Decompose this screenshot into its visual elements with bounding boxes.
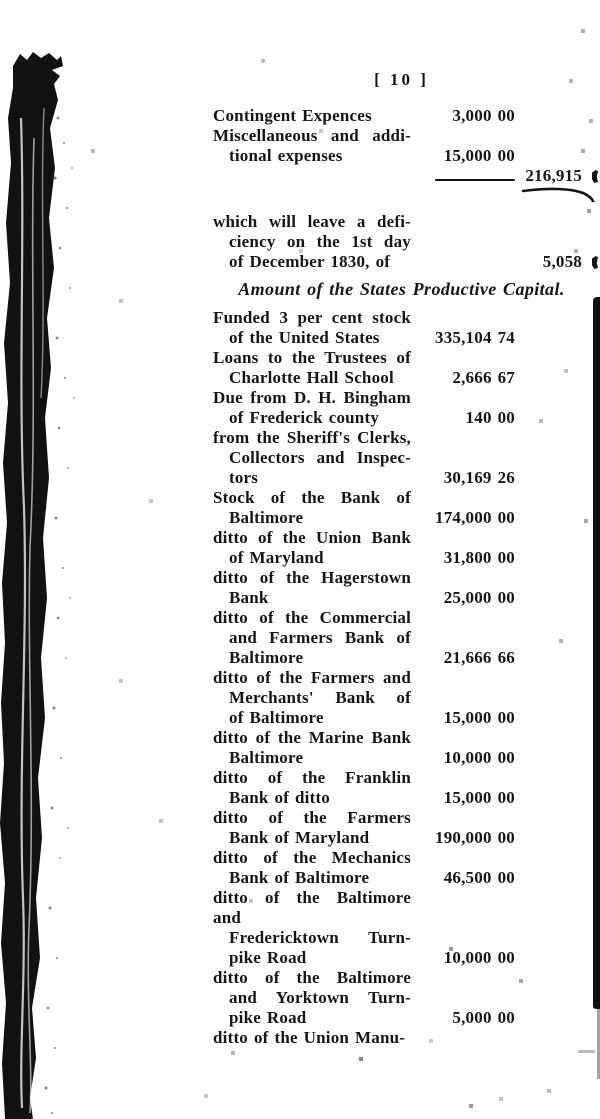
entry-amount: 21,666 66 (443, 648, 515, 667)
entry-amount: 15,000 00 (443, 708, 515, 727)
entry-amount: 140 00 (465, 408, 515, 427)
entry-amount: 31,800 00 (443, 548, 515, 567)
subtotal-row (213, 166, 590, 200)
sum-rule (435, 179, 515, 181)
ledger-entry (213, 348, 590, 388)
entry-line: ciency on the 1st day (229, 232, 411, 251)
ledger-entry (213, 488, 590, 528)
page-edge-shadow (593, 297, 600, 1009)
entry-line: of Maryland (229, 548, 324, 567)
entry-line: of the United States (229, 328, 380, 347)
entry-line: and Farmers Bank of (229, 628, 411, 647)
entry-line: and Yorktown Turn- (229, 988, 411, 1007)
entry-line: Fredericktown Turn- (229, 928, 411, 947)
ledger-entry (213, 308, 590, 348)
carried-total: 216,915 (525, 166, 582, 185)
entry-line: ditto of the Mechanics (213, 848, 411, 867)
ledger-entry (213, 608, 590, 668)
entry-line: tors (229, 468, 259, 487)
ledger-entry (213, 728, 590, 768)
ledger-entry (213, 808, 590, 848)
ledger-entry (213, 568, 590, 608)
ledger-entry (213, 848, 590, 888)
entry-line: Baltimore (229, 508, 304, 527)
clipped-digit-mark (592, 256, 598, 269)
ledger-entry (213, 668, 590, 728)
entry-line: pike Road (229, 948, 307, 967)
entry-amount: 174,000 00 (435, 508, 515, 527)
entry-amount: 30,169 26 (443, 468, 515, 487)
entry-line: ditto of the Union Manu- (213, 1028, 406, 1047)
book-gutter-shadow (0, 48, 90, 1119)
entry-line: Stock of the Bank of (213, 488, 411, 507)
entry-line: Bank (229, 588, 269, 607)
entry-line: from the Sheriff's Clerks, (213, 428, 411, 447)
ledger-content (213, 106, 590, 1048)
ledger-entry (213, 428, 590, 488)
ledger-entry (213, 212, 590, 272)
entry-line: ditto of the Commercial (213, 608, 411, 627)
entry-line: ditto of the Franklin (213, 768, 411, 787)
ledger-entry (213, 968, 590, 1028)
entry-line: ditto of the Hagerstown (213, 568, 411, 587)
entry-line: ditto of the Farmers (213, 808, 411, 827)
entry-amount: 2,666 67 (452, 368, 515, 387)
entry-line: of December 1830, of (229, 252, 391, 271)
entry-amount: 15,000 00 (443, 788, 515, 807)
entry-amount: 5,000 00 (452, 1008, 515, 1027)
entry-line: Bank of ditto (229, 788, 331, 807)
entry-line: Collectors and Inspec- (229, 448, 411, 467)
entry-amount: 3,000 00 (452, 106, 515, 125)
section-heading: Amount of the States Productive Capital. (238, 279, 565, 299)
entry-line: pike Road (229, 1008, 307, 1027)
entry-amount: 335,104 74 (435, 328, 515, 347)
entry-amount: 10,000 00 (443, 948, 515, 967)
entry-amount: 46,500 00 (443, 868, 515, 887)
total-underline (521, 187, 595, 202)
entry-line: Bank of Maryland (229, 828, 370, 847)
carried-total: 5,058 (542, 252, 582, 271)
entry-line: Contingent Expences (213, 106, 372, 125)
entry-line: Bank of Baltimore (229, 868, 370, 887)
entry-line: Charlotte Hall School (229, 368, 394, 387)
entry-line: ditto of the Marine Bank (213, 728, 411, 747)
capital-list (213, 308, 590, 1048)
entry-line: Baltimore (229, 748, 304, 767)
entry-line: Due from D. H. Bingham (213, 388, 411, 407)
scan-smudge (578, 1050, 595, 1053)
deficiency-note (213, 212, 590, 272)
ledger-entry (213, 106, 590, 126)
entry-line: ditto of the Union Bank (213, 528, 411, 547)
page-number: [ 10 ] (374, 70, 429, 89)
entry-line: Funded 3 per cent stock (213, 308, 411, 327)
entry-amount: 190,000 00 (435, 828, 515, 847)
ledger-entry (213, 1028, 590, 1048)
expense-list (213, 106, 590, 166)
ledger-entry (213, 888, 590, 968)
entry-amount: 10,000 00 (443, 748, 515, 767)
ledger-entry (213, 768, 590, 808)
entry-line: Baltimore (229, 648, 304, 667)
entry-line: ditto of the Baltimore and (213, 888, 411, 927)
entry-line: Miscellaneous and addi- (213, 126, 411, 145)
entry-line: Merchants' Bank of (229, 688, 411, 707)
entry-line: which will leave a defi- (213, 212, 411, 231)
entry-line: ditto of the Farmers and (213, 668, 411, 687)
scan-noise (0, 0, 2, 2)
ledger-entry (213, 126, 590, 166)
entry-amount: 25,000 00 (443, 588, 515, 607)
entry-line: of Frederick county (229, 408, 380, 427)
entry-line: Loans to the Trustees of (213, 348, 411, 367)
ledger-entry (213, 528, 590, 568)
ledger-entry (213, 388, 590, 428)
entry-line: tional expenses (229, 146, 343, 165)
entry-line: ditto of the Baltimore (213, 968, 411, 987)
entry-amount: 15,000 00 (443, 146, 515, 165)
clipped-digit-mark (592, 170, 598, 183)
entry-line: of Baltimore (229, 708, 324, 727)
